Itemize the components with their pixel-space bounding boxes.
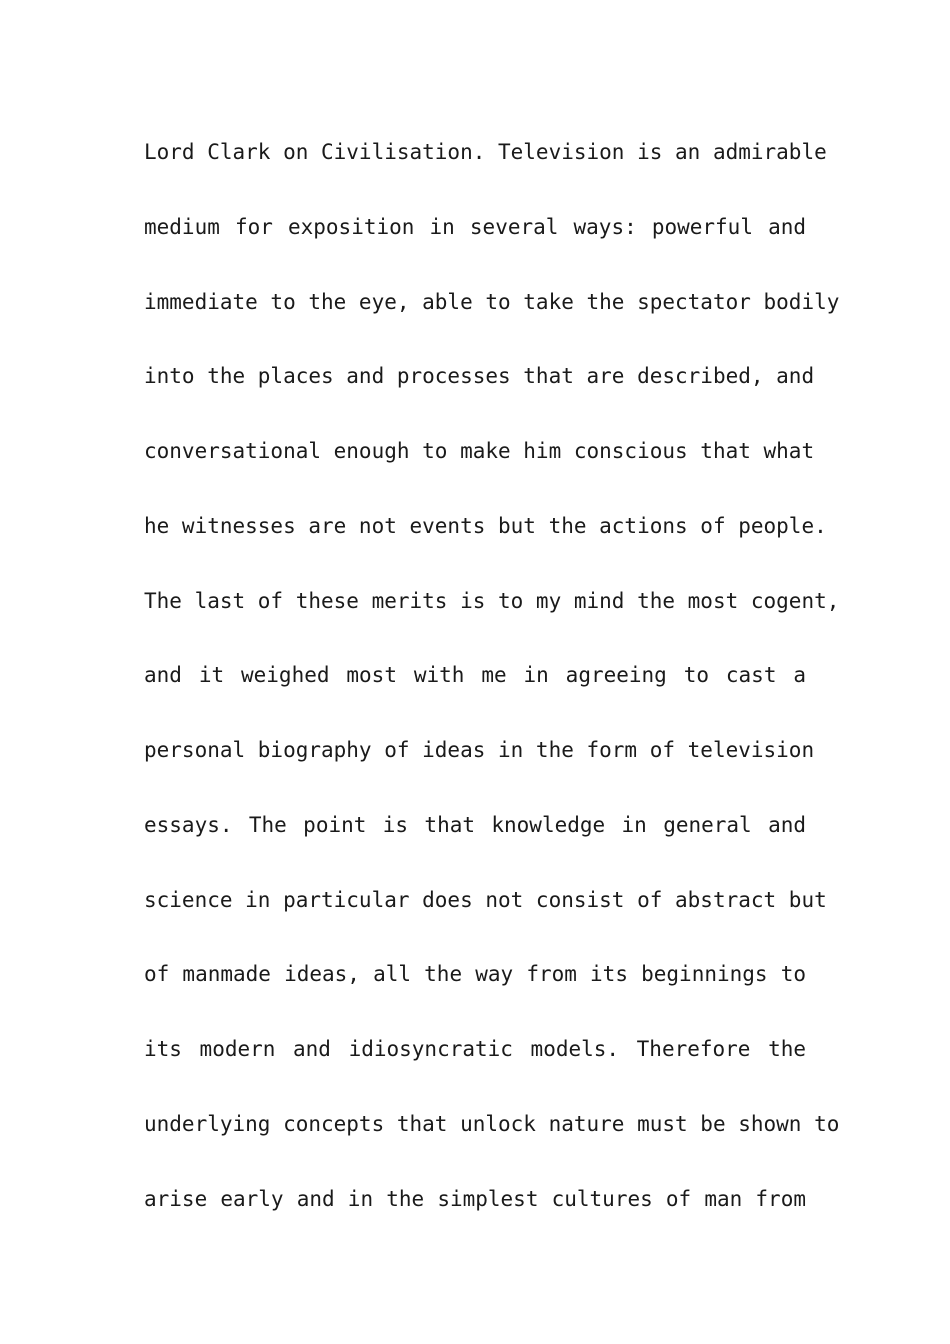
text-line-13: its modern and idiosyncratic models. Therefore the bbox=[144, 1037, 806, 1061]
text-line-3: immediate to the eye, able to take the spectator bodily bbox=[144, 289, 840, 314]
text-line-14: underlying concepts that unlock nature must be shown to bbox=[144, 1111, 840, 1136]
text-line-8: and it weighed most with me in agreeing to cast a bbox=[144, 663, 806, 688]
text-line-10: essays. The point is that knowledge in general and bbox=[144, 812, 806, 837]
text-line-11: science in particular does not consist of abstract but bbox=[144, 887, 827, 912]
text-line-6: he witnesses are not events but the actions of people. bbox=[144, 513, 827, 538]
text-line-15: arise early and in the simplest cultures of man from bbox=[144, 1186, 806, 1211]
text-line-9: personal biography of ideas in the form of television bbox=[144, 738, 815, 762]
text-line-12: of manmade ideas, all the way from its beginnings to bbox=[144, 962, 806, 987]
text-line-2: medium for exposition in several ways: powerful and bbox=[144, 214, 806, 239]
text-line-7: The last of these merits is to my mind the most cogent, bbox=[144, 588, 840, 613]
text-line-4: into the places and processes that are described, and bbox=[144, 364, 815, 389]
body-text bbox=[144, 133, 840, 1254]
text-line-5: conversational enough to make him conscious that what bbox=[144, 439, 815, 463]
text-line-1: Lord Clark on Civilisation. Television is an admirable bbox=[144, 140, 827, 164]
